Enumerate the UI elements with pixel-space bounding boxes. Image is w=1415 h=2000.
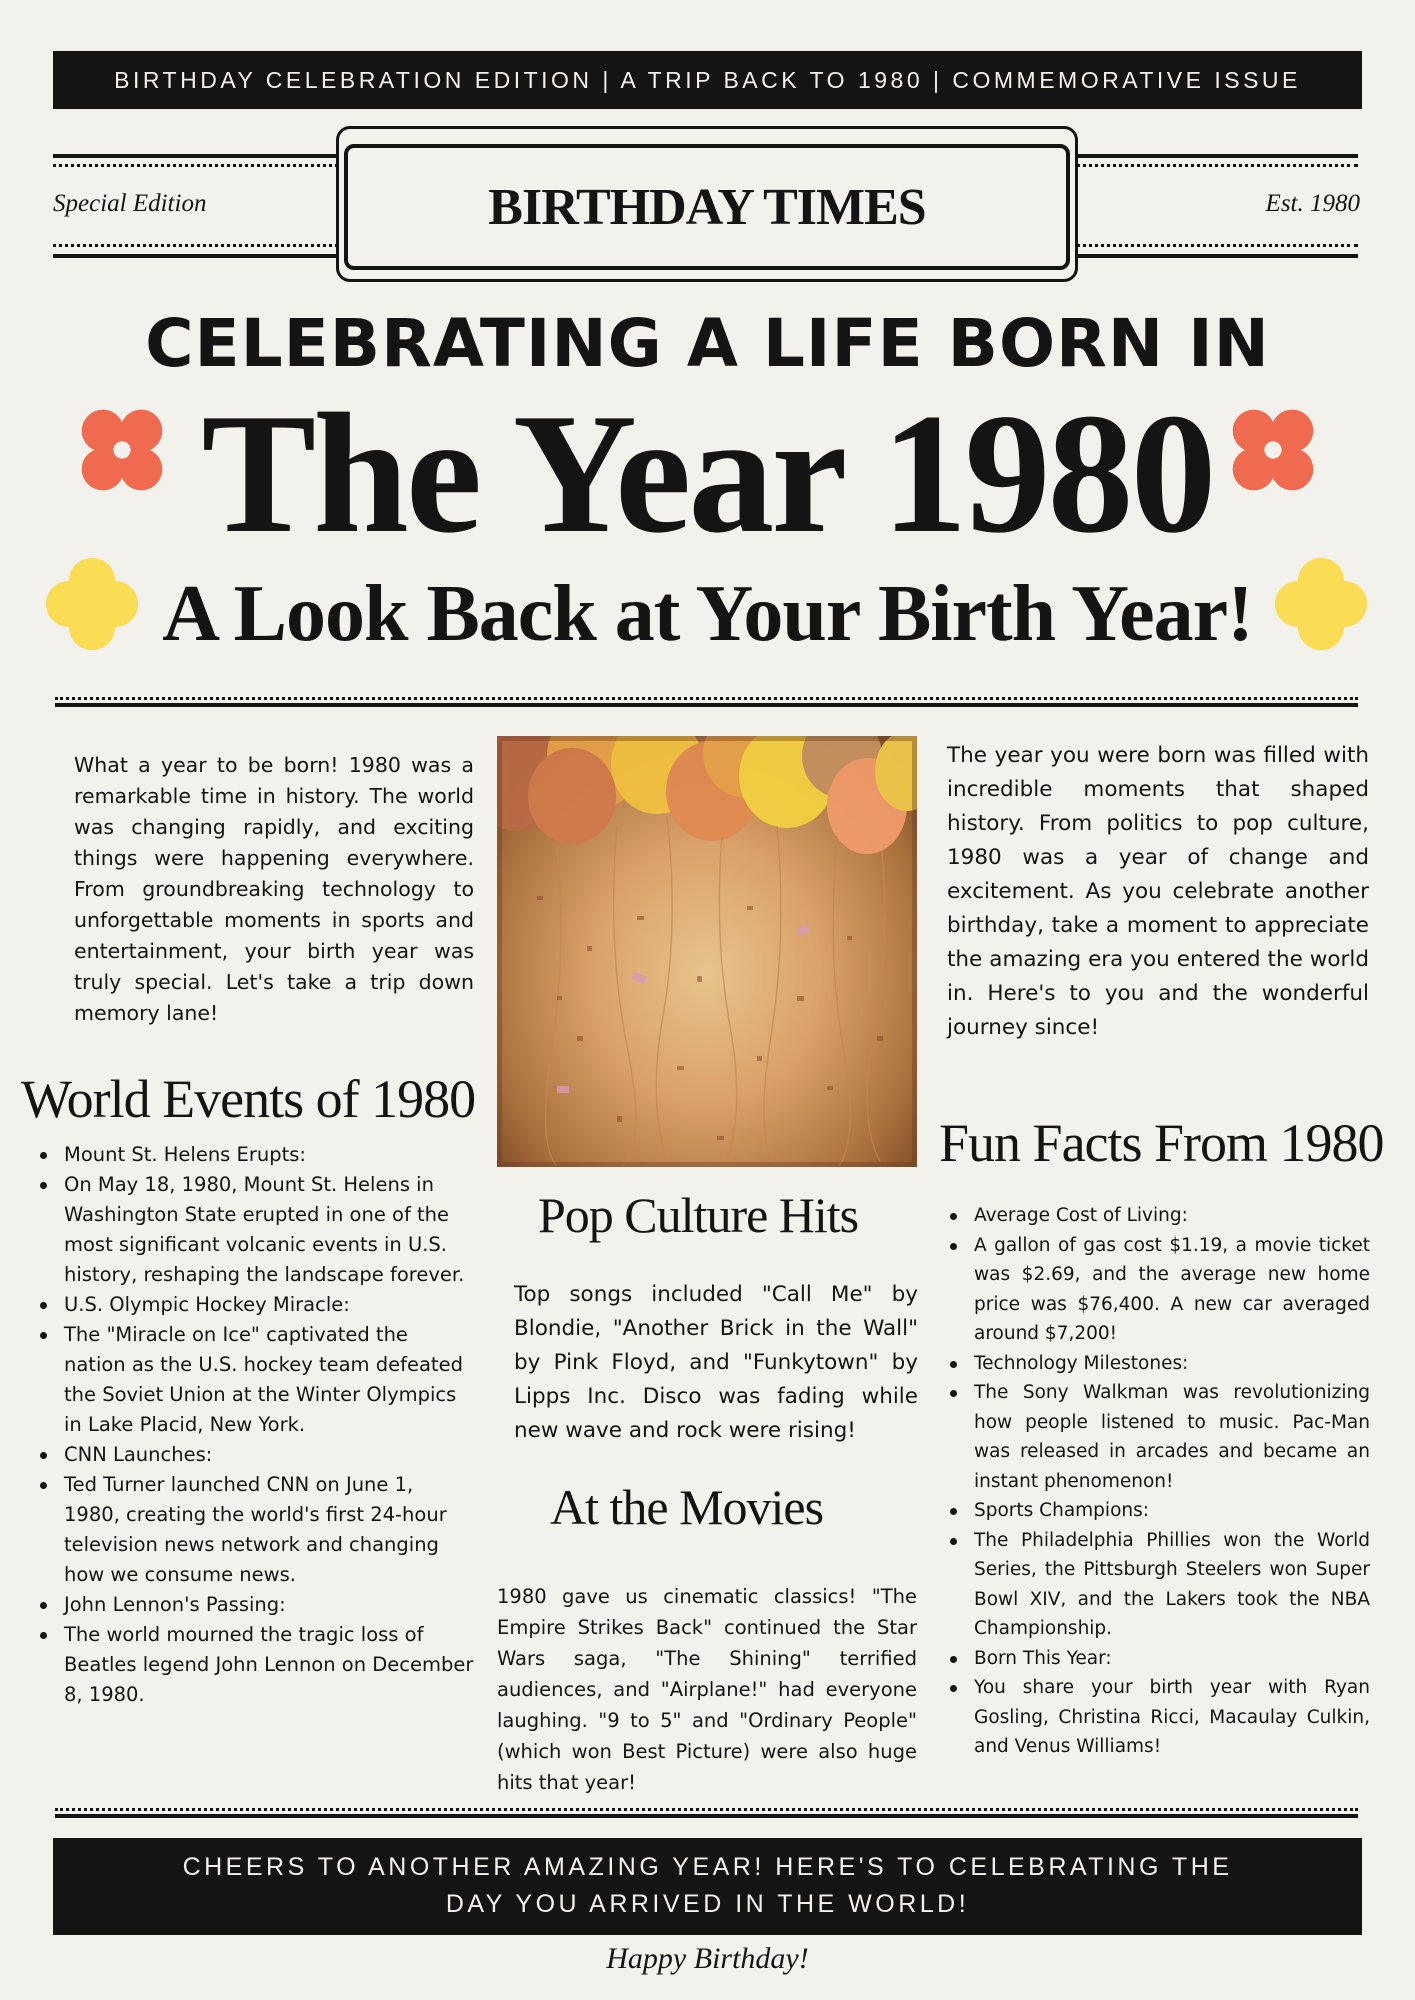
signoff: Happy Birthday! [606,1942,809,1975]
list-item: On May 18, 1980, Mount St. Helens in Washington State erupted in one of the most significant volcanic events in U.S. history, reshaping the landscape forever. [34,1170,474,1290]
list-item: The "Miracle on Ice" captivated the nation as the U.S. hockey team defeated the Soviet Union at the Winter Olympics in Lake Placid, New York. [34,1320,474,1440]
list-item: U.S. Olympic Hockey Miracle: [34,1290,474,1320]
list-item: Mount St. Helens Erupts: [34,1140,474,1170]
coral-flower-icon [1225,402,1321,498]
fun-facts-list [944,1201,1370,1762]
top-banner: BIRTHDAY CELEBRATION EDITION | A TRIP BACK TO 1980 | COMMEMORATIVE ISSUE [53,51,1362,109]
masthead-right-text: Est. 1980 [1265,190,1360,217]
world-events-list [34,1140,474,1710]
intro-right-text: The year you were born was filled with incredible moments that shaped history. From politics to pop culture, 1980 was a year of change and excitement. As you celebrate another birthday, take a moment to appreciate the amazing era you entered the world in. Here's to you and the wonderful journey since! [947,743,1369,1040]
list-item: You share your birth year with Ryan Gosling, Christina Ricci, Macaulay Culkin, and Venus Williams! [944,1673,1370,1762]
list-item: The Philadelphia Phillies won the World Series, the Pittsburgh Steelers won Super Bowl XIV, and the Lakers took the NBA Championship. [944,1526,1370,1644]
headline-kicker: CELEBRATING A LIFE BORN IN [145,305,1270,382]
world-events-title: World Events of 1980 [21,1069,476,1129]
movies-title: At the Movies [550,1479,824,1535]
masthead-title: BIRTHDAY TIMES [344,144,1070,270]
headline-subtitle: A Look Back at Your Birth Year! [162,570,1253,658]
list-item: Average Cost of Living: [944,1201,1370,1231]
intro-left-text: What a year to be born! 1980 was a remarkable time in history. The world was changing rapidly, and exciting things were happening everywhere. From groundbreaking technology to unforgettable moments in sports and entertainment, your birth year was truly special. Let's take a trip down memory lane! [74,753,474,1025]
list-item: CNN Launches: [34,1440,474,1470]
list-item: John Lennon's Passing: [34,1590,474,1620]
list-item: Ted Turner launched CNN on June 1, 1980, creating the world's first 24-hour television news network and changing how we consume news. [34,1470,474,1590]
list-item: Born This Year: [944,1644,1370,1674]
list-item: Technology Milestones: [944,1349,1370,1379]
yellow-flower-icon [44,556,140,652]
bottom-banner-line-2: DAY YOU ARRIVED IN THE WORLD! [445,1890,970,1918]
bottom-banner-line-1: CHEERS TO ANOTHER AMAZING YEAR! HERE'S TO CELEBRATING THE [182,1853,1233,1881]
party-balloons-photo [497,736,917,1167]
list-item: The Sony Walkman was revolutionizing how people listened to music. Pac-Man was released in arcades and became an instant phenomenon! [944,1378,1370,1496]
coral-flower-icon [74,402,170,498]
pop-culture-text: Top songs included "Call Me" by Blondie, "Another Brick in the Wall" by Pink Floyd, and "Funkytown" by Lipps Inc. Disco was fading while new wave and rock were rising! [514,1282,918,1443]
yellow-flower-icon [1273,556,1369,652]
list-item: The world mourned the tragic loss of Beatles legend John Lennon on December 8, 1980. [34,1620,474,1710]
bottom-banner [53,1838,1362,1935]
list-item: Sports Champions: [944,1496,1370,1526]
list-item: A gallon of gas cost $1.19, a movie ticket was $2.69, and the average new home price was $76,400. A new car averaged around $7,200! [944,1231,1370,1349]
masthead-left-text: Special Edition [53,190,207,217]
pop-culture-title: Pop Culture Hits [538,1187,859,1243]
headline-main: The Year 1980 [201,379,1214,569]
movies-text: 1980 gave us cinematic classics! "The Empire Strikes Back" continued the Star Wars saga, "The Shining" terrified audiences, and "Airplane!" had everyone laughing. "9 to 5" and "Ordinary People" (which won Best Picture) were also huge hits that year! [497,1585,917,1794]
fun-facts-title: Fun Facts From 1980 [939,1113,1384,1173]
